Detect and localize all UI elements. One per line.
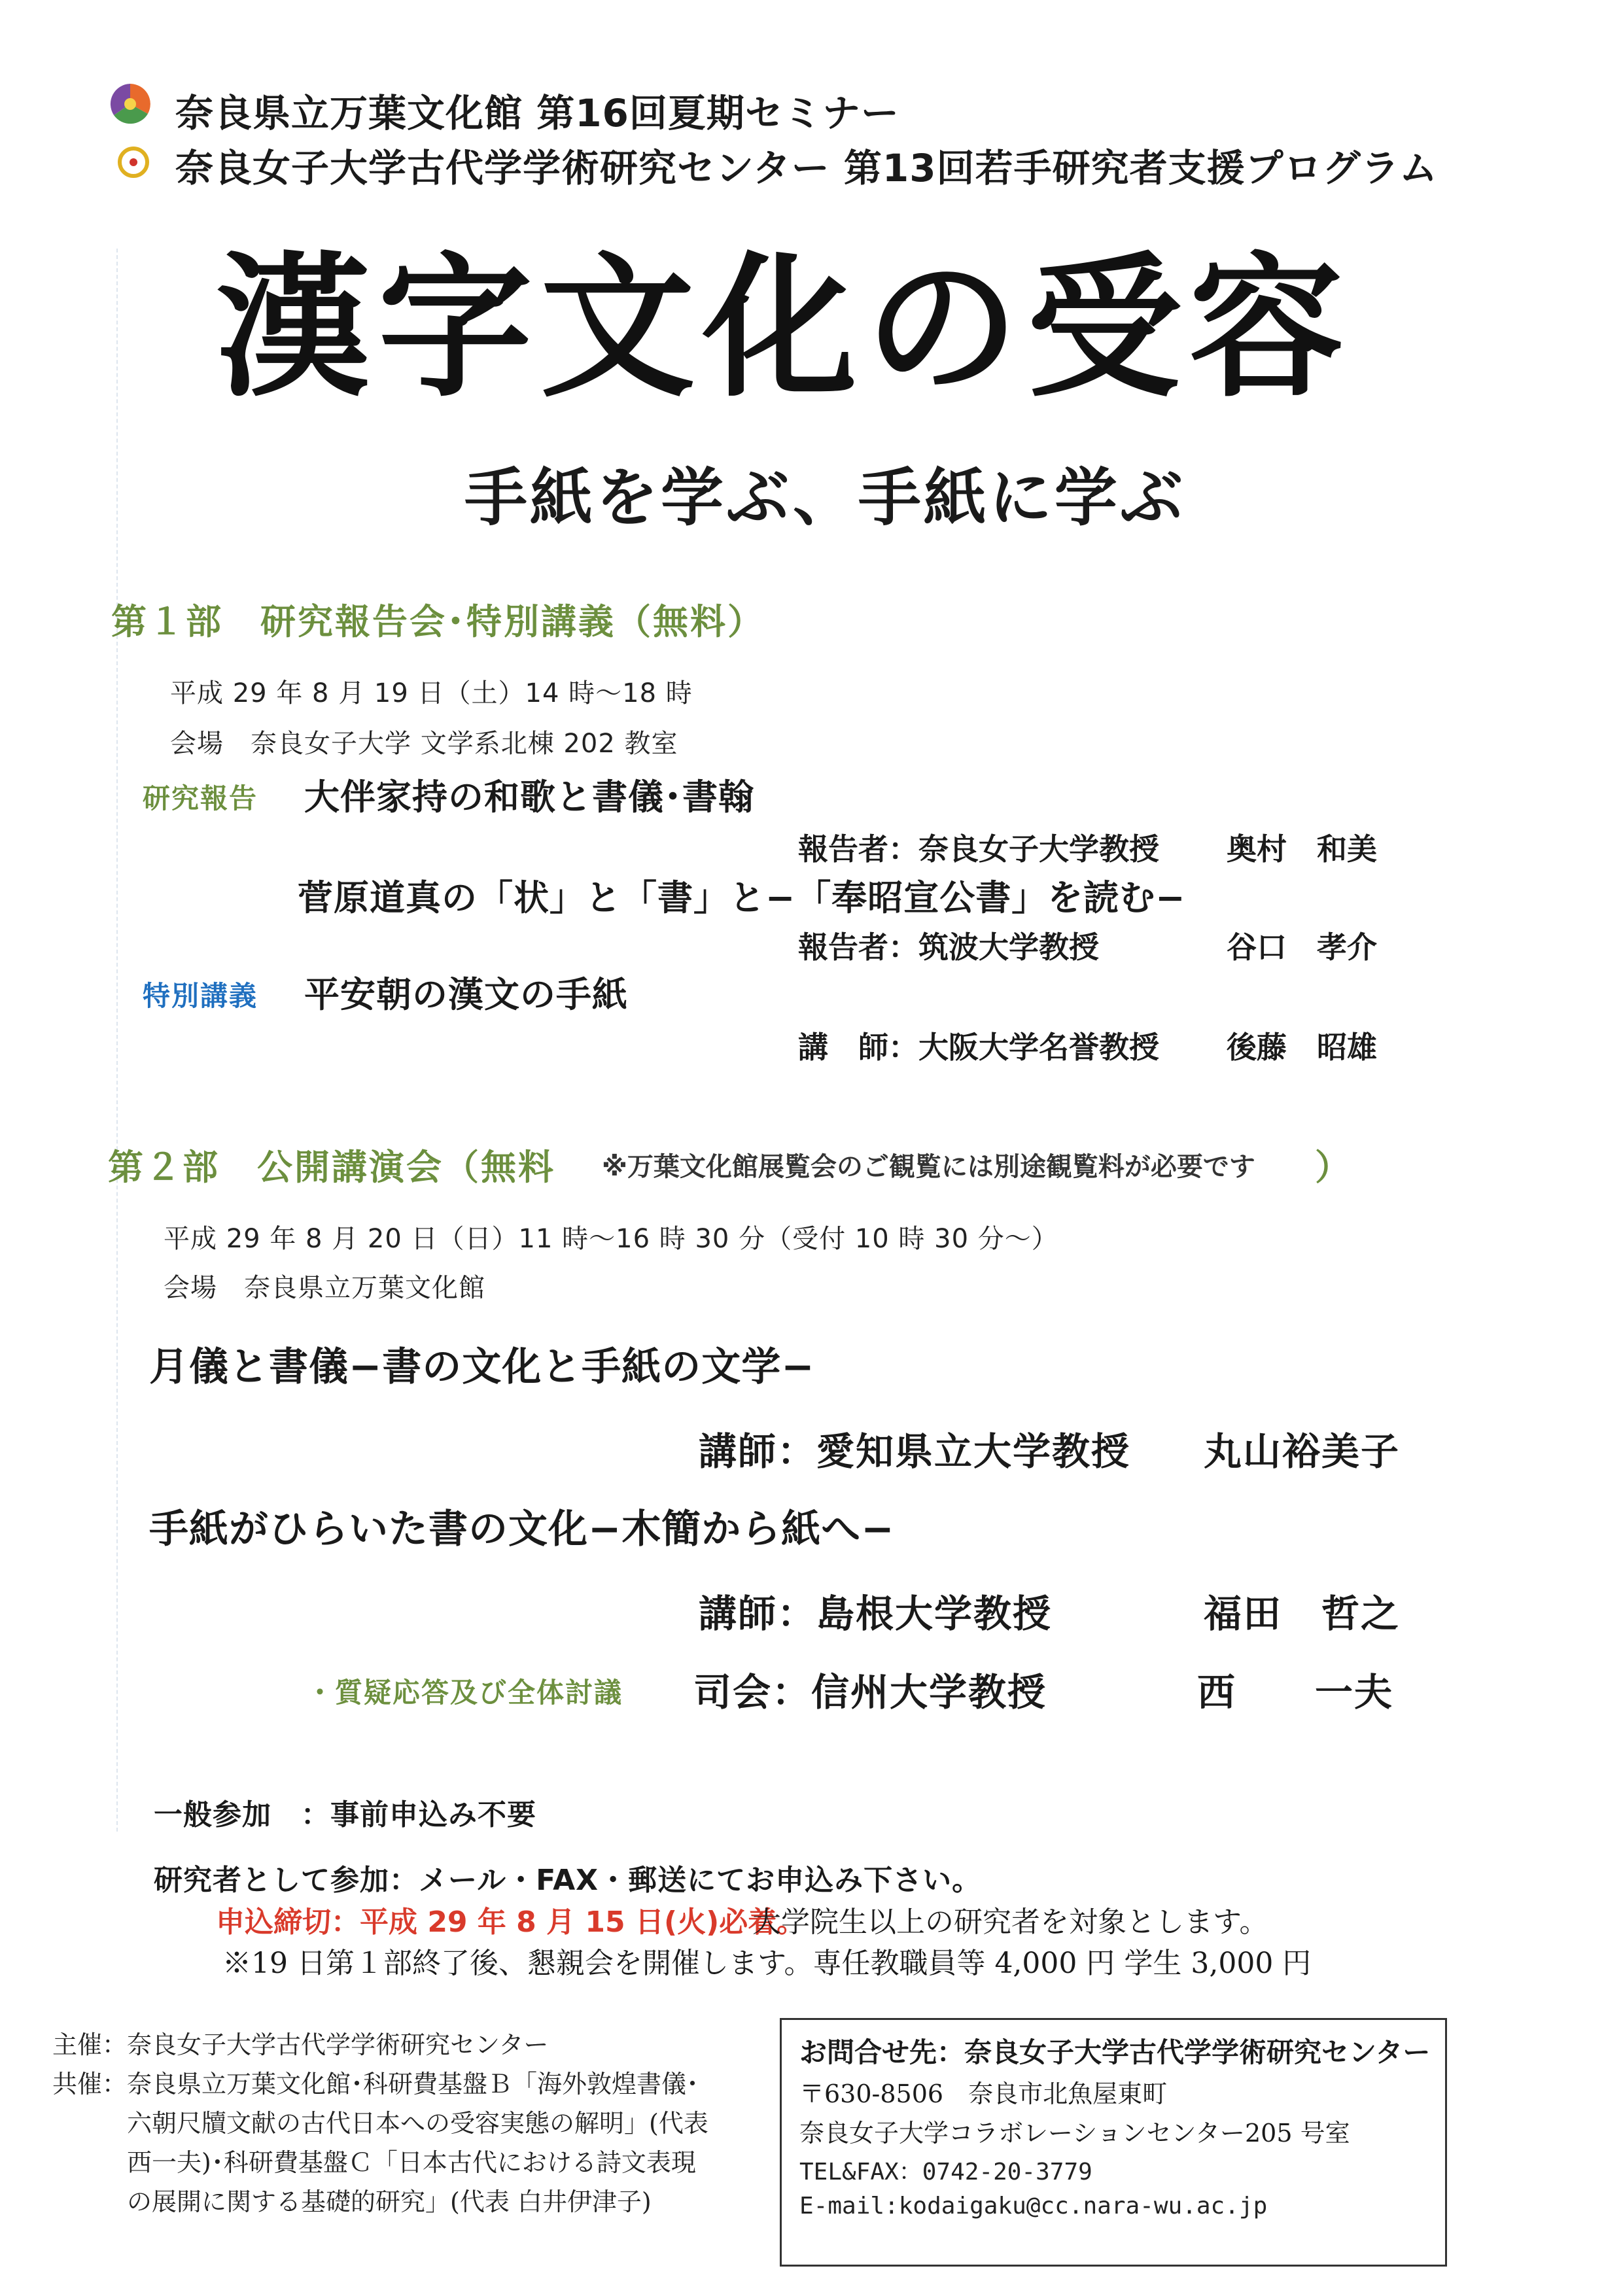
report2-role: 報告者：筑波大学教授	[798, 930, 1099, 965]
part1-venue: 会場 奈良女子大学 文学系北棟 202 教室	[170, 729, 678, 759]
lecture1-role: 講師：愛知県立大学教授	[699, 1429, 1131, 1474]
part1-heading: 第１部 研究報告会･特別講義（無料）	[111, 601, 765, 642]
organizer-line-4: 西一夫)･科研費基盤Ｃ「日本古代における詩文表現	[52, 2148, 696, 2177]
report2-name: 谷口 孝介	[1227, 930, 1377, 965]
application-deadline: 申込締切：平成 29 年 8 月 15 日(火)必着。	[216, 1905, 806, 1939]
contact-heading: お問合せ先：奈良女子大学古代学学術研究センター	[799, 2036, 1431, 2068]
report1-title: 大伴家持の和歌と書儀･書翰	[304, 776, 754, 818]
general-participation: 一般参加 ：事前申込み不要	[154, 1798, 536, 1832]
organizer-line-5: の展開に関する基礎的研究」(代表 白井伊津子)	[52, 2187, 652, 2216]
report2-title: 菅原道真の「状」と「書」と−「奉昭宣公書」を読む−	[298, 877, 1186, 918]
contact-tel: TEL&FAX：0742-20-3779	[799, 2159, 1092, 2185]
lecture1-name: 丸山裕美子	[1204, 1429, 1401, 1474]
contact-postal: 〒630-8506 奈良市北魚屋東町	[799, 2079, 1168, 2108]
report1-role: 報告者：奈良女子大学教授	[798, 831, 1159, 867]
discussion-tag: ・質疑応答及び全体討議	[306, 1677, 623, 1709]
part2-heading-close: ）	[1315, 1147, 1352, 1188]
org-line-2: 奈良女子大学古代学学術研究センター 第13回若手研究者支援プログラム	[175, 146, 1439, 190]
manyo-museum-logo-icon	[110, 84, 150, 124]
organizer-line-1: 主催：奈良女子大学古代学学術研究センター	[52, 2030, 549, 2059]
contact-office: 奈良女子大学コラボレーションセンター205 号室	[799, 2119, 1350, 2148]
ancient-studies-center-logo-icon	[118, 147, 149, 178]
contact-email[interactable]: E-mail:kodaigaku@cc.nara-wu.ac.jp	[799, 2193, 1268, 2219]
discussion-role: 司会：信州大学教授	[693, 1670, 1047, 1714]
fold-mark	[116, 249, 118, 1832]
special-lecture-name: 後藤 昭雄	[1227, 1030, 1377, 1065]
page-subtitle: 手紙を学ぶ、手紙に学ぶ	[464, 461, 1185, 534]
page-title: 漢字文化の受容	[216, 238, 1352, 418]
organizer-line-3: 六朝尺牘文献の古代日本への受容実態の解明」(代表	[52, 2109, 708, 2138]
deadline-note: 大学院生以上の研究者を対象とします。	[752, 1905, 1268, 1939]
lecture1-title: 月儀と書儀−書の文化と手紙の文学−	[149, 1344, 815, 1390]
report1-name: 奥村 和美	[1227, 831, 1377, 867]
special-lecture-title: 平安朝の漢文の手紙	[304, 974, 628, 1015]
part2-heading: 第２部 公開講演会（無料	[108, 1147, 555, 1188]
part2-date: 平成 29 年 8 月 20 日（日）11 時〜16 時 30 分（受付 10 時 30 分〜）	[164, 1224, 1058, 1254]
org-line-1: 奈良県立万葉文化館 第16回夏期セミナー	[175, 91, 899, 135]
discussion-name: 西 一夫	[1197, 1670, 1394, 1714]
part2-heading-note: ※万葉文化館展覧会のご観覧には別途観覧料が必要です	[602, 1152, 1255, 1182]
lecture2-title: 手紙がひらいた書の文化−木簡から紙へ−	[149, 1506, 895, 1552]
researcher-participation: 研究者として参加：メール・FAX・郵送にてお申込み下さい。	[154, 1864, 982, 1897]
lecture2-name: 福田 哲之	[1204, 1592, 1401, 1636]
part1-date: 平成 29 年 8 月 19 日（土）14 時〜18 時	[170, 678, 693, 708]
organizer-line-2: 共催：奈良県立万葉文化館･科研費基盤Ｂ「海外敦煌書儀･	[52, 2070, 699, 2098]
lecture2-role: 講師：島根大学教授	[699, 1592, 1053, 1636]
special-lecture-tag: 特別講義	[143, 980, 258, 1012]
reception-note: ※19 日第１部終了後、懇親会を開催します。専任教職員等 4,000 円 学生 3,000 円	[222, 1947, 1312, 1980]
part2-venue: 会場 奈良県立万葉文化館	[164, 1273, 485, 1303]
special-lecture-role: 講 師：大阪大学名誉教授	[798, 1030, 1159, 1065]
report-tag: 研究報告	[143, 782, 258, 814]
